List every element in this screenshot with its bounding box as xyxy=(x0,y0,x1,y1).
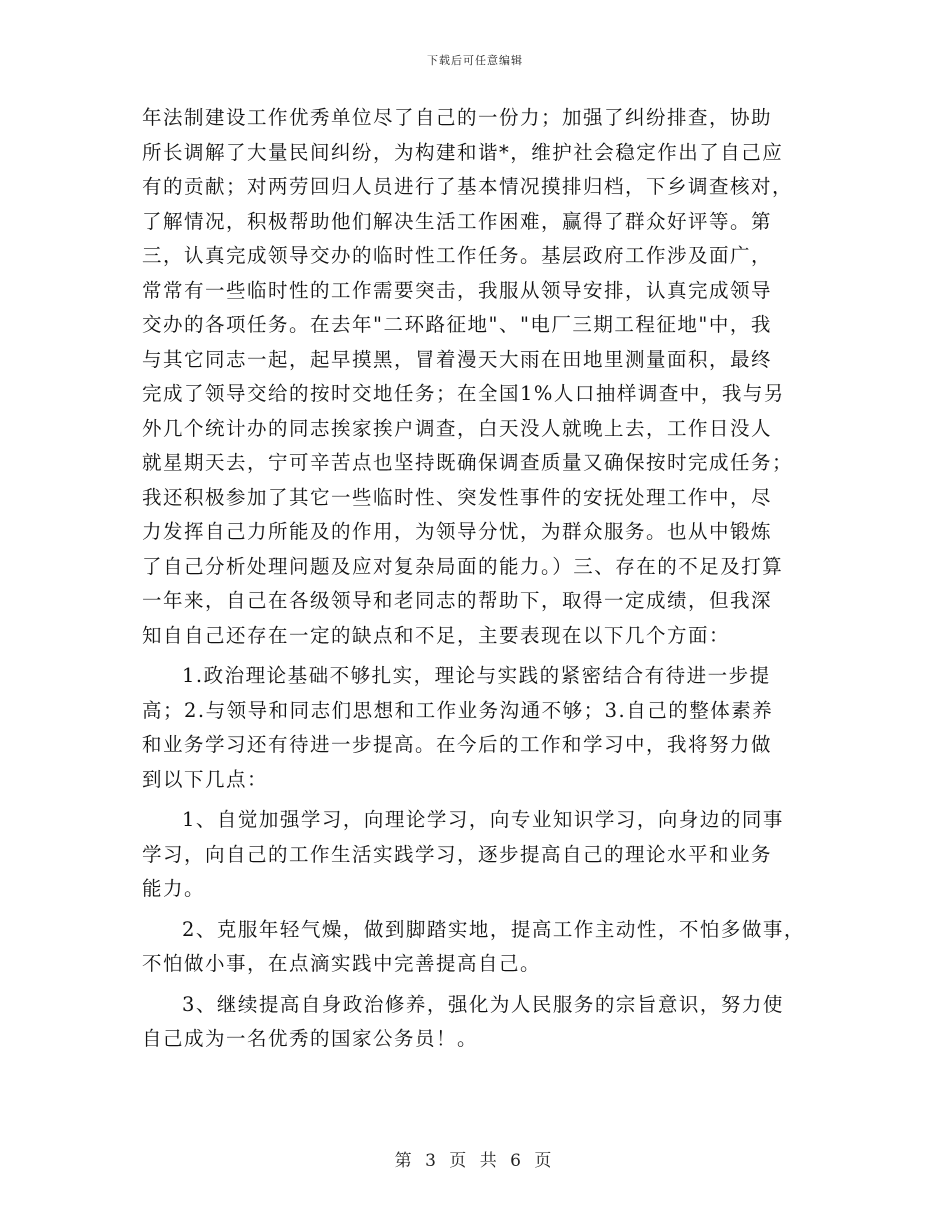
text-line: 完成了领导交给的按时交地任务；在全国1%人口抽样调查中，我与另 xyxy=(142,382,785,405)
text-line: 到以下几点： xyxy=(142,767,269,791)
text-line: 不怕做小事，在点滴实践中完善提高自己。 xyxy=(142,952,542,975)
text-line: 自己成为一名优秀的国家公务员！。 xyxy=(142,1027,479,1050)
paragraph-5 xyxy=(142,988,812,1057)
text-line: 和业务学习还有待进一步提高。在今后的工作和学习中，我将努力做 xyxy=(142,733,773,756)
text-line: 年法制建设工作优秀单位尽了自己的一份力；加强了纠纷排查，协助 xyxy=(142,106,773,129)
page-number-footer: 第 3 页 共 6 页 xyxy=(394,1151,556,1171)
text-line: 有的贡献；对两劳回归人员进行了基本情况摸排归档，下乡调查核对， xyxy=(142,175,794,198)
text-line: 了自己分析处理问题及应对复杂局面的能力。）三、存在的不足及打算 xyxy=(142,554,784,578)
text-line: 1、自觉加强学习，向理论学习，向专业知识学习，向身边的同事 xyxy=(182,808,784,831)
text-line: 高；2.与领导和同志们思想和工作业务沟通不够；3.自己的整体素养 xyxy=(142,698,774,722)
paragraph-3 xyxy=(142,803,812,907)
text-line: 力发挥自己力所能及的作用，为领导分忧，为群众服务。也从中锻炼 xyxy=(142,520,773,543)
paragraph-2 xyxy=(142,659,812,797)
text-line: 2、克服年轻气燥，做到脚踏实地，提高工作主动性，不怕多做事， xyxy=(182,917,805,941)
text-line: 能力。 xyxy=(142,877,206,900)
text-line: 三，认真完成领导交办的临时性工作任务。基层政府工作涉及面广， xyxy=(142,244,773,267)
text-line: 学习，向自己的工作生活实践学习，逐步提高自己的理论水平和业务 xyxy=(142,842,773,866)
text-line: 知自自己还存在一定的缺点和不足，主要表现在以下几个方面： xyxy=(142,623,731,647)
text-line: 3、继续提高自身政治修养，强化为人民服务的宗旨意识，努力使 xyxy=(182,992,784,1016)
text-line: 外几个统计办的同志挨家挨户调查，白天没人就晚上去，工作日没人 xyxy=(142,416,773,440)
page-header: 下载后可任意编辑 xyxy=(427,54,523,67)
text-line: 1.政治理论基础不够扎实，理论与实践的紧密结合有待进一步提 xyxy=(182,664,771,687)
text-line: 我还积极参加了其它一些临时性、突发性事件的安抚处理工作中，尽 xyxy=(142,485,773,509)
document-body xyxy=(142,101,812,1057)
text-line: 常常有一些临时性的工作需要突击，我服从领导安排，认真完成领导 xyxy=(142,278,773,302)
text-line: 与其它同志一起，起早摸黑，冒着漫天大雨在田地里测量面积，最终 xyxy=(142,347,773,371)
paragraph-1 xyxy=(142,101,812,653)
text-line: 一年来，自己在各级领导和老同志的帮助下，取得一定成绩，但我深 xyxy=(142,589,773,612)
text-line: 交办的各项任务。在去年"二环路征地"、"电厂三期工程征地"中，我 xyxy=(142,313,772,336)
text-line: 所长调解了大量民间纠纷，为构建和谐*，维护社会稳定作出了自己应 xyxy=(142,140,784,164)
paragraph-4 xyxy=(142,913,812,982)
text-line: 了解情况，积极帮助他们解决生活工作困难，赢得了群众好评等。第 xyxy=(142,209,773,233)
text-line: 就星期天去，宁可辛苦点也坚持既确保调查质量又确保按时完成任务； xyxy=(142,451,794,474)
